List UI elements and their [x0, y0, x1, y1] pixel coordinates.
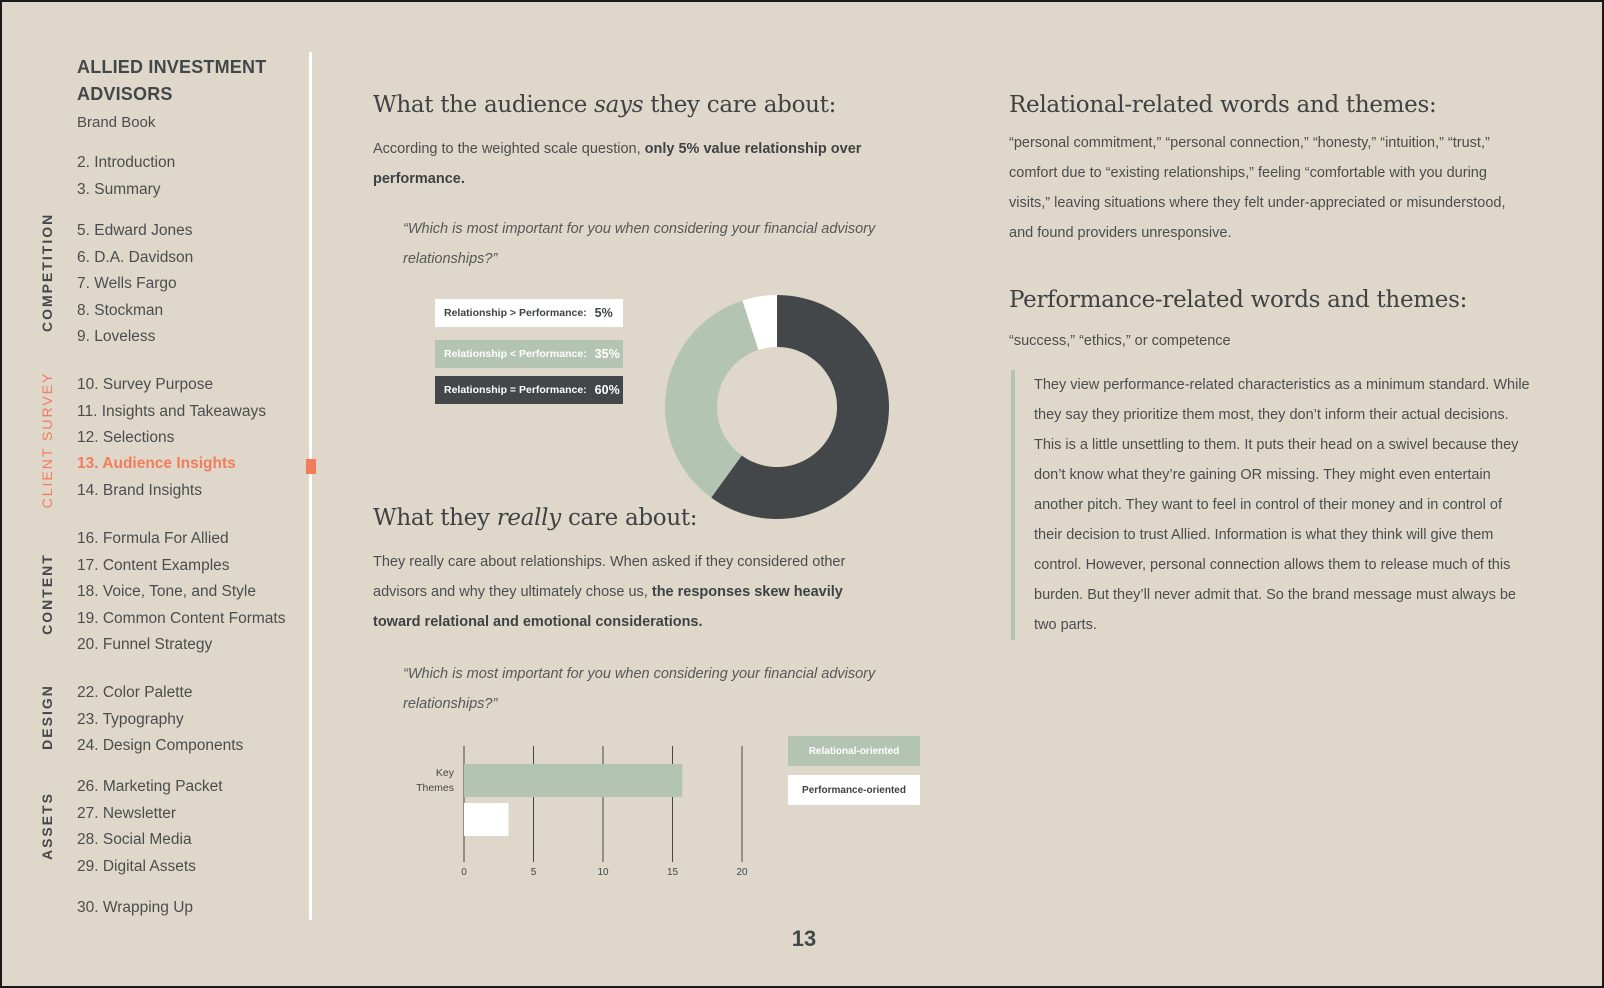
- toc-item-wells-fargo[interactable]: 7. Wells Fargo: [77, 275, 177, 292]
- toc-item-da-davidson[interactable]: 6. D.A. Davidson: [77, 249, 194, 266]
- x-tick-label: 15: [666, 867, 679, 878]
- sidebar-divider: [309, 52, 312, 920]
- brand-book-page: [2, 2, 1602, 986]
- x-tick-label: 5: [530, 867, 537, 878]
- toc-item-design-components[interactable]: 24. Design Components: [77, 737, 244, 754]
- x-tick-label: 20: [736, 867, 748, 878]
- toc-item-digital-assets[interactable]: 29. Digital Assets: [77, 858, 196, 875]
- brand-title-line1: ALLIED INVESTMENT: [77, 57, 267, 77]
- performance-insight-text: They view performance-related characteristics as a minimum standard. While they say they prioritize them most, they don’t inform their actual decisions. This is a little unsettling to them. It puts their head on a swivel because they don’t know what they’re gaining OR missing. They might even entertain another pitch. They want to feel in control of their money and in control of their decision to trust Allied. Information is what they think will give them control. However, personal connection allows them to release much of this burden. But they’ll never admit that. So the brand message must always be two parts.: [1034, 377, 1530, 633]
- donut-legend-relationship-equal: Relationship = Performance: 60%: [435, 376, 623, 404]
- donut-legend-relationship-greater: Relationship > Performance: 5%: [435, 299, 623, 327]
- section-label-content: CONTENT: [39, 553, 55, 635]
- section-label-assets: ASSETS: [39, 792, 55, 861]
- toc-item-voice-tone-style[interactable]: 18. Voice, Tone, and Style: [77, 583, 256, 600]
- brand-title-line2: ADVISORS: [77, 84, 173, 104]
- toc-item-wrapping-up[interactable]: 30. Wrapping Up: [77, 899, 194, 916]
- toc-item-loveless[interactable]: 9. Loveless: [77, 328, 156, 345]
- toc-item-social-media[interactable]: 28. Social Media: [77, 831, 192, 848]
- performance-heading: Performance-related words and themes:: [1009, 287, 1468, 313]
- x-tick-label: 10: [597, 867, 609, 878]
- y-axis-label-line2: Themes: [416, 782, 454, 794]
- bar-performance-oriented: [464, 803, 508, 836]
- section-label-competition: COMPETITION: [39, 212, 55, 332]
- toc-item-marketing-packet[interactable]: 26. Marketing Packet: [77, 778, 223, 795]
- really-intro: They really care about relationships. When asked if they considered other advisors and why they ultimately chose us, the responses skew heavily toward relational and emotional considerations.: [373, 554, 846, 630]
- toc-item-formula[interactable]: 16. Formula For Allied: [77, 530, 229, 547]
- toc-item-summary[interactable]: 3. Summary: [77, 181, 161, 198]
- toc-item-color-palette[interactable]: 22. Color Palette: [77, 684, 193, 701]
- really-survey-question: “Which is most important for you when considering your financial advisory relationships?”: [403, 666, 876, 712]
- brand-subtitle: Brand Book: [77, 114, 156, 131]
- relational-heading: Relational-related words and themes:: [1009, 92, 1437, 118]
- section-label-design: DESIGN: [39, 684, 55, 750]
- brand-header: [77, 54, 297, 131]
- toc-item-newsletter[interactable]: 27. Newsletter: [77, 805, 177, 822]
- key-themes-bar-chart: [402, 742, 782, 902]
- bar-relational-oriented: [464, 764, 682, 797]
- says-intro: According to the weighted scale question, only 5% value relationship over performance.: [373, 141, 862, 187]
- toc-item-introduction[interactable]: 2. Introduction: [77, 154, 176, 171]
- toc-item-content-examples[interactable]: 17. Content Examples: [77, 557, 230, 574]
- toc-item-survey-purpose[interactable]: 10. Survey Purpose: [77, 376, 214, 393]
- toc-item-selections[interactable]: 12. Selections: [77, 429, 175, 446]
- toc-item-audience-insights[interactable]: 13. Audience Insights: [77, 455, 236, 472]
- section-label-client-survey: CLIENT SURVEY: [39, 371, 55, 509]
- toc-item-edward-jones[interactable]: 5. Edward Jones: [77, 222, 193, 239]
- toc-item-insights-takeaways[interactable]: 11. Insights and Takeaways: [77, 403, 266, 420]
- toc-item-typography[interactable]: 23. Typography: [77, 711, 184, 728]
- toc-item-brand-insights[interactable]: 14. Brand Insights: [77, 482, 202, 499]
- performance-text: “success,” “ethics,” or competence: [1009, 333, 1231, 349]
- page-number: 13: [791, 926, 817, 951]
- bar-legend-performance: Performance-oriented: [788, 775, 920, 805]
- donut-legend-relationship-less: Relationship < Performance: 35%: [435, 340, 623, 368]
- relational-text: “personal commitment,” “personal connection,” “honesty,” “intuition,” “trust,” comfort due to “existing relationships,” feeling “comfortable with you during visits,” leaving situations where they felt under-appreciated or misunderstood, and found providers unresponsive.: [1009, 135, 1506, 241]
- bar-legend-relational: Relational-oriented: [788, 736, 920, 766]
- really-heading: What they really care about:: [373, 505, 698, 531]
- says-heading: What the audience says they care about:: [373, 92, 837, 118]
- donut-chart: [662, 292, 892, 522]
- says-survey-question: “Which is most important for you when considering your financial advisory relationships?”: [403, 221, 876, 267]
- toc-item-funnel-strategy[interactable]: 20. Funnel Strategy: [77, 636, 213, 653]
- toc-item-content-formats[interactable]: 19. Common Content Formats: [77, 610, 286, 627]
- y-axis-label-line1: Key: [435, 767, 454, 779]
- x-tick-label: 0: [461, 867, 467, 878]
- active-page-marker: [306, 459, 316, 474]
- performance-insight-block: [1011, 370, 1531, 640]
- toc-item-stockman[interactable]: 8. Stockman: [77, 302, 164, 319]
